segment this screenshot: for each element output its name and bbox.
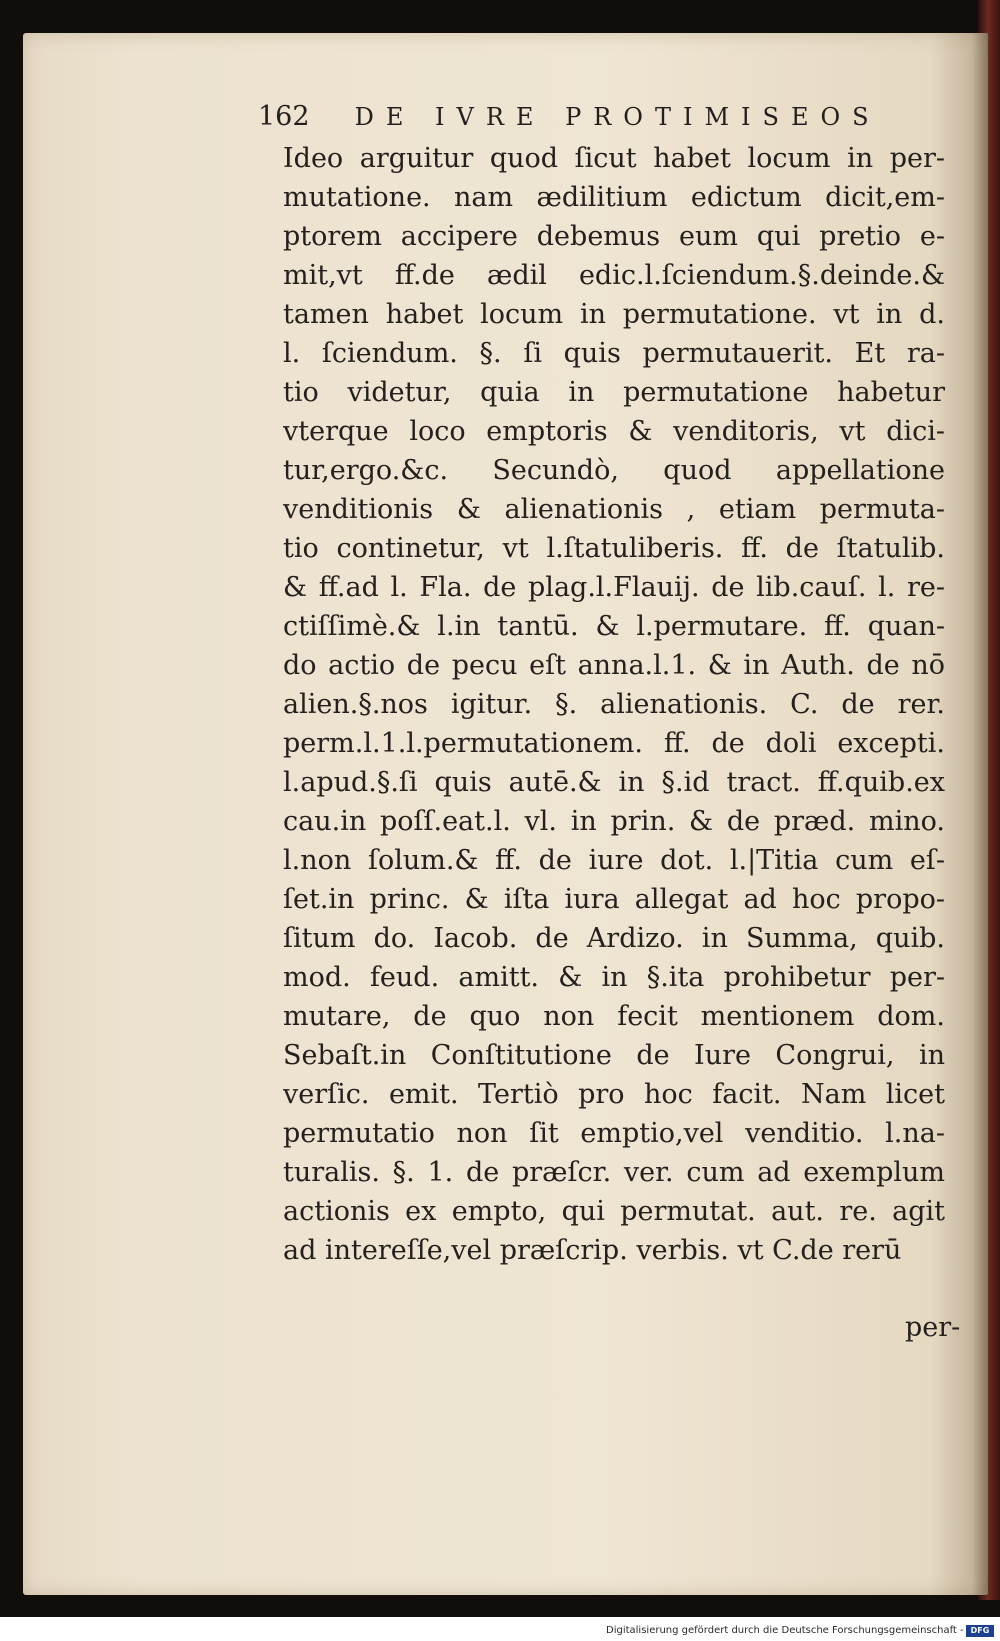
text-line: mutatione. nam ædilitium edictum dicit,em-: [283, 182, 945, 213]
text-line: mod. feud. amitt. & in §.ita prohibetur per-: [283, 962, 945, 993]
text-line: ptorem accipere debemus eum qui pretio e-: [283, 221, 945, 252]
text-line: l.apud.§.ſi quis autē.& in §.id tract. ff.quib.ex: [283, 767, 945, 798]
text-line: l.non ſolum.& ff. de iure dot. l.|Titia cum eſ-: [283, 845, 945, 876]
text-line: ſet.in princ. & iſta iura allegat ad hoc propo-: [283, 884, 945, 915]
text-line: Ideo arguitur quod ſicut habet locum in per-: [283, 143, 945, 174]
text-line: tur,ergo.&c. Secundò, quod appellatione: [283, 455, 945, 486]
text-line: mit,vt ff.de ædil edic.l.ſciendum.§.deinde.&: [283, 260, 945, 291]
text-line: ſitum do. Iacob. de Ardizo. in Summa, quib.: [283, 923, 945, 954]
text-line: tio videtur, quia in permutatione habetur: [283, 377, 945, 408]
running-title: DE IVRE PROTIMISEOS: [354, 103, 881, 131]
footer-credit: Digitalisierung gefördert durch die Deutsche Forschungsgemeinschaft -: [606, 1625, 964, 1636]
text-line: turalis. §. 1. de præſcr. ver. cum ad exemplum: [283, 1157, 945, 1188]
text-line: mutare, de quo non fecit mentionem dom.: [283, 1001, 945, 1032]
page-number: 162: [258, 101, 310, 132]
text-line: perm.l.1.l.permutationem. ff. de doli excepti.: [283, 728, 945, 759]
text-line: do actio de pecu eſt anna.l.1. & in Auth. de nō: [283, 650, 945, 681]
text-line: ctiſſimè.& l.in tantū. & l.permutare. ff. quan-: [283, 611, 945, 642]
text-line: venditionis & alienationis , etiam permuta-: [283, 494, 945, 525]
dfg-logo: DFG: [966, 1625, 994, 1637]
text-line: & ff.ad l. Fla. de plag.l.Flauij. de lib.cauſ. l. re-: [283, 572, 945, 603]
text-line: alien.§.nos igitur. §. alienationis. C. de rer.: [283, 689, 945, 720]
text-line: permutatio non ſit emptio,vel venditio. l.na-: [283, 1118, 945, 1149]
text-line: cau.in poſſ.eat.l. vl. in prin. & de præd. mino.: [283, 806, 945, 837]
text-line: ad intereſſe,vel præſcrip. verbis. vt C.de rerū: [283, 1235, 902, 1266]
text-line: l. ſciendum. §. ſi quis permutauerit. Et ra-: [283, 338, 945, 369]
text-line: actionis ex empto, qui permutat. aut. re. agit: [283, 1196, 945, 1227]
text-line: tamen habet locum in permutatione. vt in d.: [283, 299, 945, 330]
text-line: verſic. emit. Tertiò pro hoc facit. Nam licet: [283, 1079, 945, 1110]
text-line: tio continetur, vt l.ſtatuliberis. ff. de ſtatulib.: [283, 533, 945, 564]
text-line: Sebaſt.in Conſtitutione de Iure Congrui, in: [283, 1040, 945, 1071]
text-line: vterque loco emptoris & venditoris, vt dici-: [283, 416, 945, 447]
catchword: per-: [905, 1312, 961, 1343]
